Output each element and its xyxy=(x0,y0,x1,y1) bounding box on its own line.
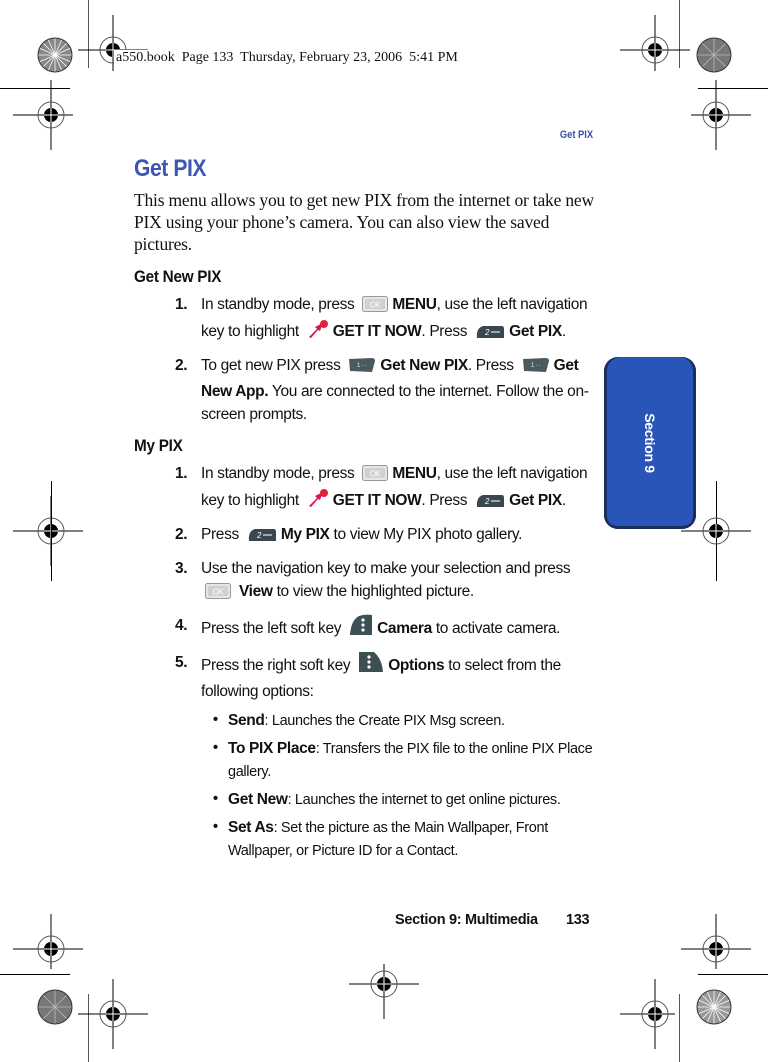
key-2-icon xyxy=(247,526,277,549)
step-number: 3. xyxy=(175,560,188,577)
step-text: Press xyxy=(201,526,243,543)
crosshair-registration-icon xyxy=(620,15,690,85)
crop-line xyxy=(698,974,768,975)
step-number: 2. xyxy=(175,357,188,374)
step-text: In standby mode, press xyxy=(201,465,359,482)
crosshair-registration-icon xyxy=(13,496,83,566)
starburst-registration-icon xyxy=(37,989,73,1025)
svg-text:OK: OK xyxy=(212,587,224,597)
step-text: . Press xyxy=(467,357,518,374)
svg-text:2: 2 xyxy=(256,531,261,540)
step-list xyxy=(134,462,594,863)
option-item xyxy=(201,737,594,784)
section-heading: Get New PIX xyxy=(134,267,222,286)
section-tab-label: Section 9 xyxy=(642,413,658,473)
starburst-registration-icon xyxy=(696,37,732,73)
svg-text:2: 2 xyxy=(485,328,490,337)
step-number: 5. xyxy=(175,654,188,671)
option-description: : Launches the Create PIX Msg screen. xyxy=(264,713,505,729)
bullet-icon: • xyxy=(213,819,218,835)
bullet-icon: • xyxy=(213,712,218,728)
bullet-icon: • xyxy=(213,740,218,756)
left-soft-key-icon xyxy=(349,614,373,643)
option-term: To PIX Place xyxy=(228,740,316,757)
step-text: to select from the following options: xyxy=(201,657,561,700)
step-text: to activate camera. xyxy=(431,620,561,637)
option-description: : Launches the internet to get online pictures. xyxy=(287,792,561,808)
svg-text:OK: OK xyxy=(369,469,381,479)
crosshair-registration-icon xyxy=(349,949,419,1019)
step-number: 1. xyxy=(175,296,188,313)
step-text: . xyxy=(561,323,566,340)
step-text: Press the left soft key xyxy=(201,620,346,637)
crop-line xyxy=(0,974,70,975)
crosshair-registration-icon xyxy=(13,80,83,150)
step-number: 4. xyxy=(175,617,188,634)
step-item xyxy=(134,523,594,549)
step-item xyxy=(134,614,594,643)
option-term: Get New xyxy=(228,791,288,808)
step-number: 2. xyxy=(175,526,188,543)
step-text: To get new PIX press xyxy=(201,357,345,374)
key-label: GET IT NOW xyxy=(332,323,422,340)
section-tab xyxy=(604,357,696,529)
option-term: Send xyxy=(228,712,265,729)
starburst-registration-icon xyxy=(37,37,73,73)
key-1-icon xyxy=(348,357,376,380)
step-item xyxy=(134,293,594,346)
key-label: MENU xyxy=(392,465,437,482)
section-heading: My PIX xyxy=(134,436,183,455)
key-label: Get PIX xyxy=(509,323,562,340)
option-description: : Set the picture as the Main Wallpaper, Front Wallpaper, or Picture ID for a Contact. xyxy=(228,820,548,859)
option-item xyxy=(201,709,594,733)
right-soft-key-icon xyxy=(358,651,384,680)
starburst-registration-icon xyxy=(696,989,732,1025)
step-text: In standby mode, press xyxy=(201,296,359,313)
key-label: Get New App. xyxy=(201,357,579,400)
svg-text:1 · ·: 1 · · xyxy=(357,363,367,369)
option-list xyxy=(201,709,594,863)
get-it-now-icon xyxy=(307,488,329,515)
page-title: Get PIX xyxy=(134,155,207,182)
key-1-icon xyxy=(522,357,550,380)
page-content xyxy=(134,155,594,873)
step-item xyxy=(134,354,594,426)
key-label: Options xyxy=(388,657,445,674)
option-item xyxy=(201,816,594,863)
page-number: 133 xyxy=(566,912,590,928)
key-2-icon xyxy=(475,492,505,515)
print-slug-line: a550.book Page 133 Thursday, February 23, 2006 5:41 PM xyxy=(116,50,458,65)
ok-key-icon xyxy=(362,465,388,488)
option-term: Set As xyxy=(228,819,274,836)
sections-container xyxy=(134,267,594,863)
svg-text:1 · ·: 1 · · xyxy=(530,363,540,369)
footer-section-title: Section 9: Multimedia xyxy=(395,912,538,928)
intro-paragraph: This menu allows you to get new PIX from the internet or take new PIX using your phone’s camera. You can also view the saved pictures. xyxy=(134,190,594,254)
option-item xyxy=(201,788,594,812)
running-head: Get PIX xyxy=(559,129,593,141)
key-label: GET IT NOW xyxy=(332,492,422,509)
svg-text:2: 2 xyxy=(485,497,490,506)
key-label: Get New PIX xyxy=(380,357,468,374)
key-label: View xyxy=(235,583,273,600)
svg-text:OK: OK xyxy=(369,300,381,310)
step-text: You are connected to the internet. Follow the on-screen prompts. xyxy=(201,383,589,423)
step-text: . Press xyxy=(421,323,472,340)
crop-line xyxy=(51,481,52,581)
key-label: Get PIX xyxy=(509,492,562,509)
step-text: to view My PIX photo gallery. xyxy=(329,526,523,543)
step-text: . Press xyxy=(421,492,472,509)
step-item xyxy=(134,462,594,515)
bullet-icon: • xyxy=(213,791,218,807)
step-number: 1. xyxy=(175,465,188,482)
page-footer xyxy=(395,912,590,928)
option-description: : Transfers the PIX file to the online PIX Place gallery. xyxy=(228,741,593,780)
ok-key-icon xyxy=(362,296,388,319)
get-it-now-icon xyxy=(307,319,329,346)
step-item xyxy=(134,557,594,606)
step-text: . xyxy=(561,492,566,509)
step-text: , use the left navigation key to highlight xyxy=(201,465,588,509)
key-label: MENU xyxy=(392,296,437,313)
step-item xyxy=(134,651,594,863)
ok-key-icon xyxy=(205,583,231,606)
step-text: to view the highlighted picture. xyxy=(272,583,474,600)
step-text: , use the left navigation key to highlight xyxy=(201,296,588,340)
crosshair-registration-icon xyxy=(78,979,148,1049)
key-2-icon xyxy=(475,323,505,346)
crosshair-registration-icon xyxy=(620,979,690,1049)
step-list xyxy=(134,293,594,426)
key-label: My PIX xyxy=(280,526,330,543)
step-text: Press the right soft key xyxy=(201,657,355,674)
key-label: Camera xyxy=(377,620,432,637)
step-text: Use the navigation key to make your selection and press xyxy=(201,560,571,577)
crosshair-registration-icon xyxy=(681,80,751,150)
